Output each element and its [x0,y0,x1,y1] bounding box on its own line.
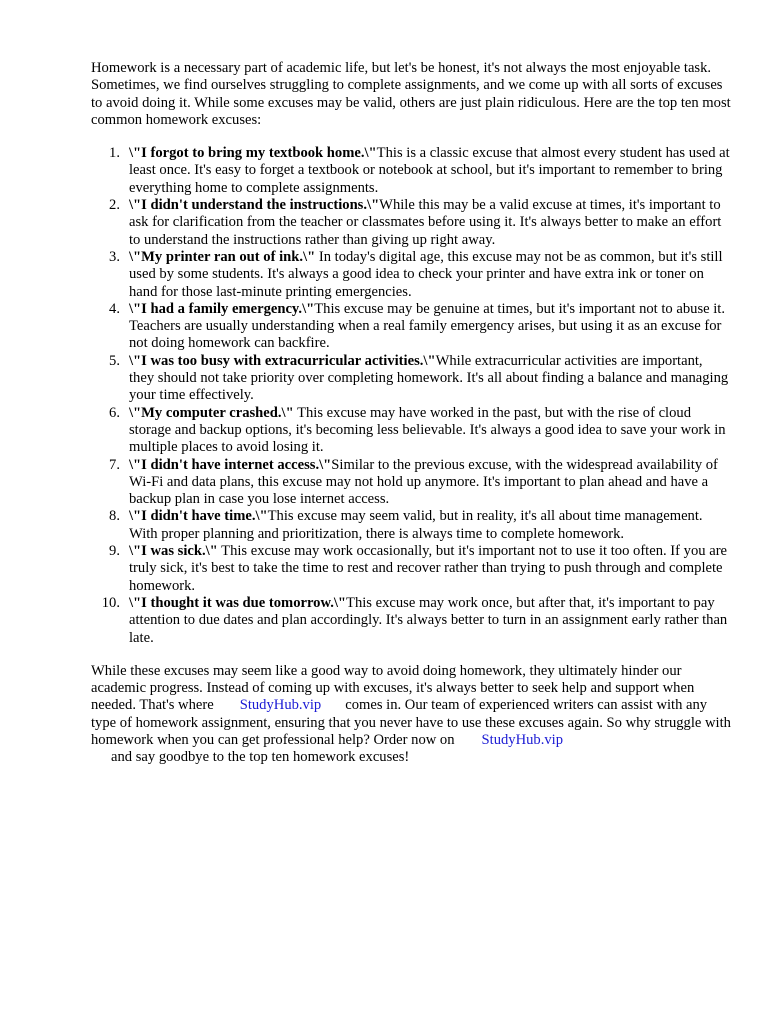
item-number: 5. [109,352,120,369]
list-item [91,457,731,509]
closing-text-3: and say goodbye to the top ten homework excuses! [111,749,410,766]
item-title: \"I didn't have internet access.\" [129,456,332,473]
item-title: \"I thought it was due tomorrow.\" [129,594,347,611]
closing-text-1: While these excuses may seem like a good way to avoid doing homework, they ultimately hinder our academic progress. Instead of coming up with excuses, it's always better to seek help and support when needed. That's where [91,662,695,714]
item-text: This excuse may work once, but after that, it's important to pay attention to due dates and plan accordingly. It's always better to turn in an assignment early rather than late. [129,594,728,646]
document-page [91,60,731,767]
studyhub-link-2[interactable]: StudyHub.vip [481,731,564,748]
item-text: While extracurricular activities are important, they should not take priority over completing homework. It's all about finding a balance and managing your time effectively. [129,352,729,404]
item-number: 1. [109,145,120,162]
item-title: \"I forgot to bring my textbook home.\" [129,145,377,162]
item-title: \"I was too busy with extracurricular activities.\" [129,352,436,369]
item-title: \"My computer crashed.\" [129,404,294,421]
item-text: In today's digital age, this excuse may not be as common, but it's still used by some students. It's always a good idea to check your printer and have extra ink or toner on hand for those last-minute printing emergencies. [129,248,723,300]
item-text: This excuse may be genuine at times, but it's important not to abuse it. Teachers are usually understanding when a real family emergency arises, but using it as an excuse for not doing homework can backfire. [129,300,726,352]
item-text: Similar to the previous excuse, with the widespread availability of Wi-Fi and data plans, this excuse may not hold up anymore. It's important to plan ahead and have a backup plan in case you lose internet access. [129,456,718,508]
item-text: While this may be a valid excuse at times, it's important to ask for clarification from the teacher or classmates before using it. It's always better to make an effort to understand the instructions rather than giving up right away. [129,197,722,248]
item-title: \"I was sick.\" [129,543,218,560]
item-title: \"I didn't understand the instructions.\" [129,197,380,214]
list-item [91,543,731,595]
item-text: This excuse may work occasionally, but it's important not to use it too often. If you are truly sick, it's best to take the time to rest and recover rather than trying to push through and complete homework. [129,543,728,594]
item-title: \"I had a family emergency.\" [129,300,315,317]
list-item [91,405,731,457]
list-item [91,249,731,301]
item-number: 3. [109,248,120,265]
item-text: This is a classic excuse that almost every student has used at least once. It's easy to forget a textbook or notebook at school, but it's important to remember to bring everything home to complete assignments. [129,145,730,196]
list-item [91,145,731,197]
studyhub-link-1[interactable]: StudyHub.vip [239,697,322,714]
item-number: 7. [109,456,120,473]
closing-text-2: comes in. Our team of experienced writers can assist with any type of homework assignment, ensuring that you never have to use these excuses again. So why struggle with homework when you can get professional help? Order now on [91,697,731,748]
list-item [91,353,731,405]
list-item [91,595,731,647]
item-title: \"My printer ran out of ink.\" [129,248,316,265]
intro-paragraph: Homework is a necessary part of academic life, but let's be honest, it's not always the most enjoyable task. Sometimes, we find ourselves struggling to complete assignments, and we come up with all sorts of excuses to avoid doing it. While some excuses may be valid, others are just plain ridiculous. Here are the top ten most common homework excuses: [91,60,731,128]
item-number: 10. [101,594,120,611]
list-item [91,508,731,543]
item-text: This excuse may have worked in the past, but with the rise of cloud storage and backup options, it's becoming less believable. It's always a good idea to save your work in multiple places to avoid losing it. [129,404,726,456]
item-number: 8. [109,508,120,525]
closing-paragraph [91,663,731,767]
item-number: 2. [109,197,120,214]
list-item [91,197,731,249]
item-number: 6. [109,404,120,421]
item-number: 4. [109,300,120,317]
excuses-list [91,145,731,647]
item-title: \"I didn't have time.\" [129,508,268,525]
list-item [91,301,731,353]
item-text: This excuse may seem valid, but in reality, it's all about time management. With proper planning and prioritization, there is always time to complete homework. [129,508,703,542]
item-number: 9. [109,543,120,560]
